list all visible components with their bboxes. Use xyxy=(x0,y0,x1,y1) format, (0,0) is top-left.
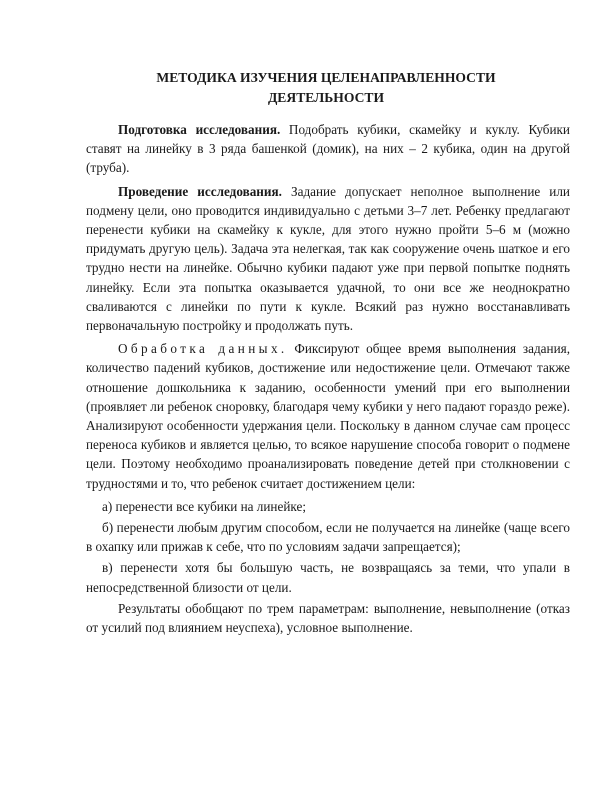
paragraph-processing xyxy=(86,339,570,493)
title-line-1: МЕТОДИКА ИЗУЧЕНИЯ ЦЕЛЕНАПРАВЛЕННОСТИ xyxy=(156,70,496,85)
paragraph-conclusion: Результаты обобщают по трем параметрам: выполнение, невыполнение (отказ от усилий под влиянием неуспеха), условное выполнение. xyxy=(86,600,570,636)
paragraph-preparation xyxy=(86,120,570,178)
list-item-b: б) перенести любым другим способом, если не получается на линейке (чаще всего в охапку или прижав к себе, что по условиям задачи запрещается); xyxy=(86,520,570,555)
lead-processing: Обработка данных. xyxy=(118,341,288,357)
lead-preparation: Подготовка исследования. xyxy=(118,122,281,137)
text-procedure: Задание допускает неполное выполнение или подмену цели, оно проводится индивидуально с детьми 3–7 лет. Ребенку предлагают перенести кубики на скамейку к кукле, для этого нужно пройти 5–6 м (можно придумать другую цель). Задача эта нелегкая, так как сооружение очень шаткое и его трудно нести на линейке. Обычно кубики падают уже при первой попытке поднять линейку. Если эта попытка оказывается удачной, то они все же неоднократно сваливаются с линейки по пути к кукле. Всякий раз нужно восстанавливать первоначальную постройку и продолжать путь. xyxy=(86,183,570,334)
document-title xyxy=(80,68,572,108)
title-line-2: ДЕЯТЕЛЬНОСТИ xyxy=(267,90,385,105)
text-preparation: Подобрать кубики, скамейку и куклу. Кубики ставят на линейку в 3 ряда башенкой (домик), на них – 2 кубика, один на другой (труба). xyxy=(86,122,570,176)
list-item-a: а) перенести все кубики на линейке; xyxy=(102,498,307,514)
list-item-c: в) перенести хотя бы большую часть, не возвращаясь за теми, что упали в непосредственной близости от цели. xyxy=(86,560,570,595)
text-processing: Фиксируют общее время выполнения задания, количество падений кубиков, достижение или недостижение цели. Отмечают также отношение дошкольника к заданию, особенности умений при его выполнении (проявляет ли ребенок сноровку, благодаря чему кубики у него падают гораздо реже). Анализируют особенности удержания цели. Поскольку в данном случае сам процесс переноса кубиков и является целью, то всякое нарушение способа говорит о подмене цели. Поэтому необходимо проанализировать поведение детей при столкновении с трудностями и то, что ребенок считает достижением цели: xyxy=(86,341,570,491)
document-body xyxy=(86,120,570,641)
lead-procedure: Проведение исследования. xyxy=(118,183,282,199)
paragraph-procedure xyxy=(86,182,570,336)
